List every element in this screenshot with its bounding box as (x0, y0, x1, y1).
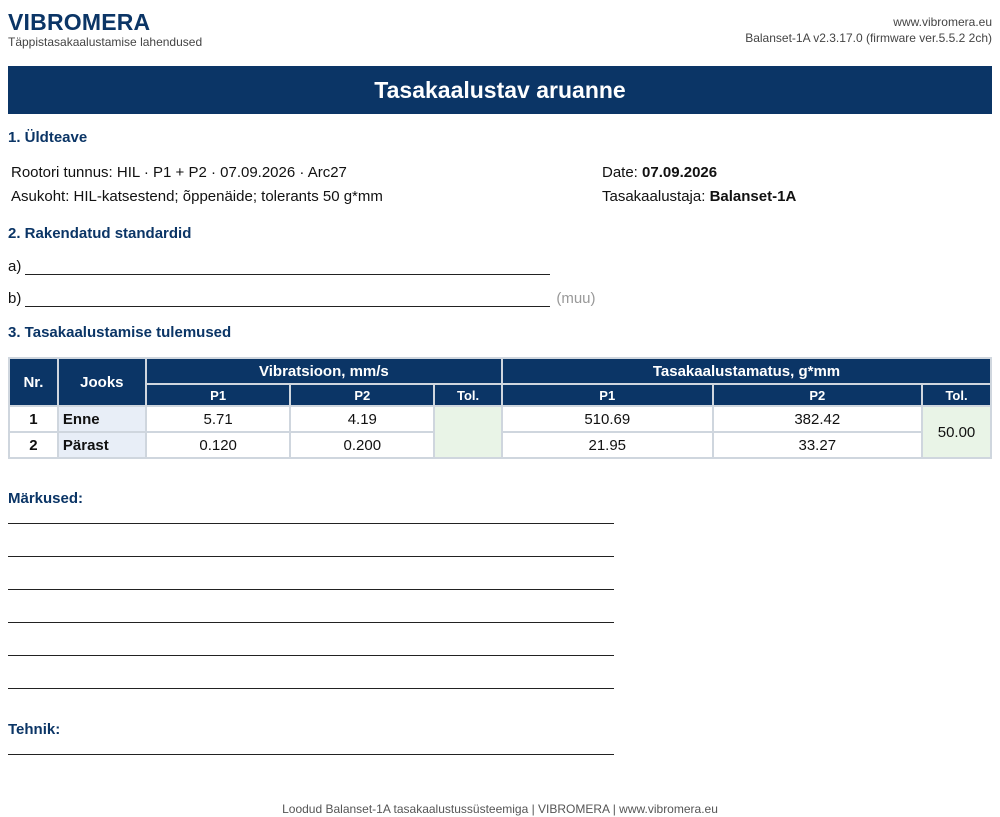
remarks-line (8, 622, 614, 623)
section-standards-heading: 2. Rakendatud standardid (8, 225, 192, 242)
row-run: Pärast (58, 432, 146, 458)
general-info-left (11, 161, 383, 209)
balancer-line (602, 185, 796, 209)
remarks-heading: Märkused: (8, 490, 84, 507)
vib-p1-header: P1 (146, 384, 291, 406)
unb-tol-header: Tol. (922, 384, 991, 406)
unb-p1-value: 510.69 (502, 406, 713, 432)
location: Asukoht: HIL-katsestend; õppenäide; tolerants 50 g*mm (11, 188, 383, 205)
standard-b-label: b) (8, 290, 22, 307)
remarks-line (8, 688, 614, 689)
vib-p2-value: 4.19 (290, 406, 434, 432)
unb-tol-value: 50.00 (922, 406, 991, 458)
footer-text: Loodud Balanset-1A tasakaalustussüsteemiga | VIBROMERA | www.vibromera.eu (282, 802, 718, 816)
remarks-line (8, 523, 614, 524)
website-text: www.vibromera.eu (893, 15, 992, 29)
col-nr-header: Nr. (9, 358, 58, 406)
version-text: Balanset-1A v2.3.17.0 (firmware ver.5.5.2 2ch) (745, 31, 992, 45)
report-title: Tasakaalustav aruanne (8, 66, 992, 114)
remarks-line (8, 589, 614, 590)
col-run-header: Jooks (58, 358, 146, 406)
standard-a-line (25, 258, 550, 275)
standard-b-row (8, 290, 596, 307)
table-subheader-row (9, 384, 991, 406)
vib-tol-value (434, 406, 502, 458)
standard-a-row (8, 258, 550, 275)
unb-p1-header: P1 (502, 384, 713, 406)
row-nr: 2 (9, 432, 58, 458)
date-line (602, 161, 796, 185)
unb-p2-value: 382.42 (713, 406, 923, 432)
section-general-heading: 1. Üldteave (8, 129, 88, 146)
standard-a-label: a) (8, 258, 22, 275)
row-run: Enne (58, 406, 146, 432)
vib-p1-value: 5.71 (146, 406, 291, 432)
technician-signature-line (8, 754, 614, 755)
unb-p2-header: P2 (713, 384, 923, 406)
general-info-right (602, 161, 796, 209)
vib-p1-value: 0.120 (146, 432, 291, 458)
row-nr: 1 (9, 406, 58, 432)
remarks-line (8, 556, 614, 557)
standard-b-line (25, 290, 550, 307)
brand-name: VIBROMERA (8, 9, 151, 35)
header-meta (745, 14, 992, 46)
table-header-row (9, 358, 991, 384)
unbalance-group-header: Tasakaalustamatus, g*mm (502, 358, 991, 384)
brand-block (8, 9, 202, 49)
table-row (9, 406, 991, 432)
results-table (8, 357, 992, 459)
vibration-group-header: Vibratsioon, mm/s (146, 358, 502, 384)
unb-p2-value: 33.27 (713, 432, 923, 458)
vib-tol-header: Tol. (434, 384, 502, 406)
section-results-heading: 3. Tasakaalustamise tulemused (8, 324, 232, 341)
technician-heading: Tehnik: (8, 721, 61, 738)
date-label: Date: (602, 164, 638, 181)
brand-tagline: Täppistasakaalustamise lahendused (8, 35, 203, 49)
balancer-value: Balanset-1A (709, 188, 797, 205)
standard-other-label: (muu) (556, 290, 596, 307)
balancer-label: Tasakaalustaja: (602, 188, 706, 205)
rotor-id: Rootori tunnus: HIL · P1 + P2 · 07.09.2026 · Arc27 (11, 164, 347, 181)
vib-p2-header: P2 (290, 384, 434, 406)
vib-p2-value: 0.200 (290, 432, 434, 458)
remarks-line (8, 655, 614, 656)
date-value: 07.09.2026 (642, 164, 718, 181)
unb-p1-value: 21.95 (502, 432, 713, 458)
